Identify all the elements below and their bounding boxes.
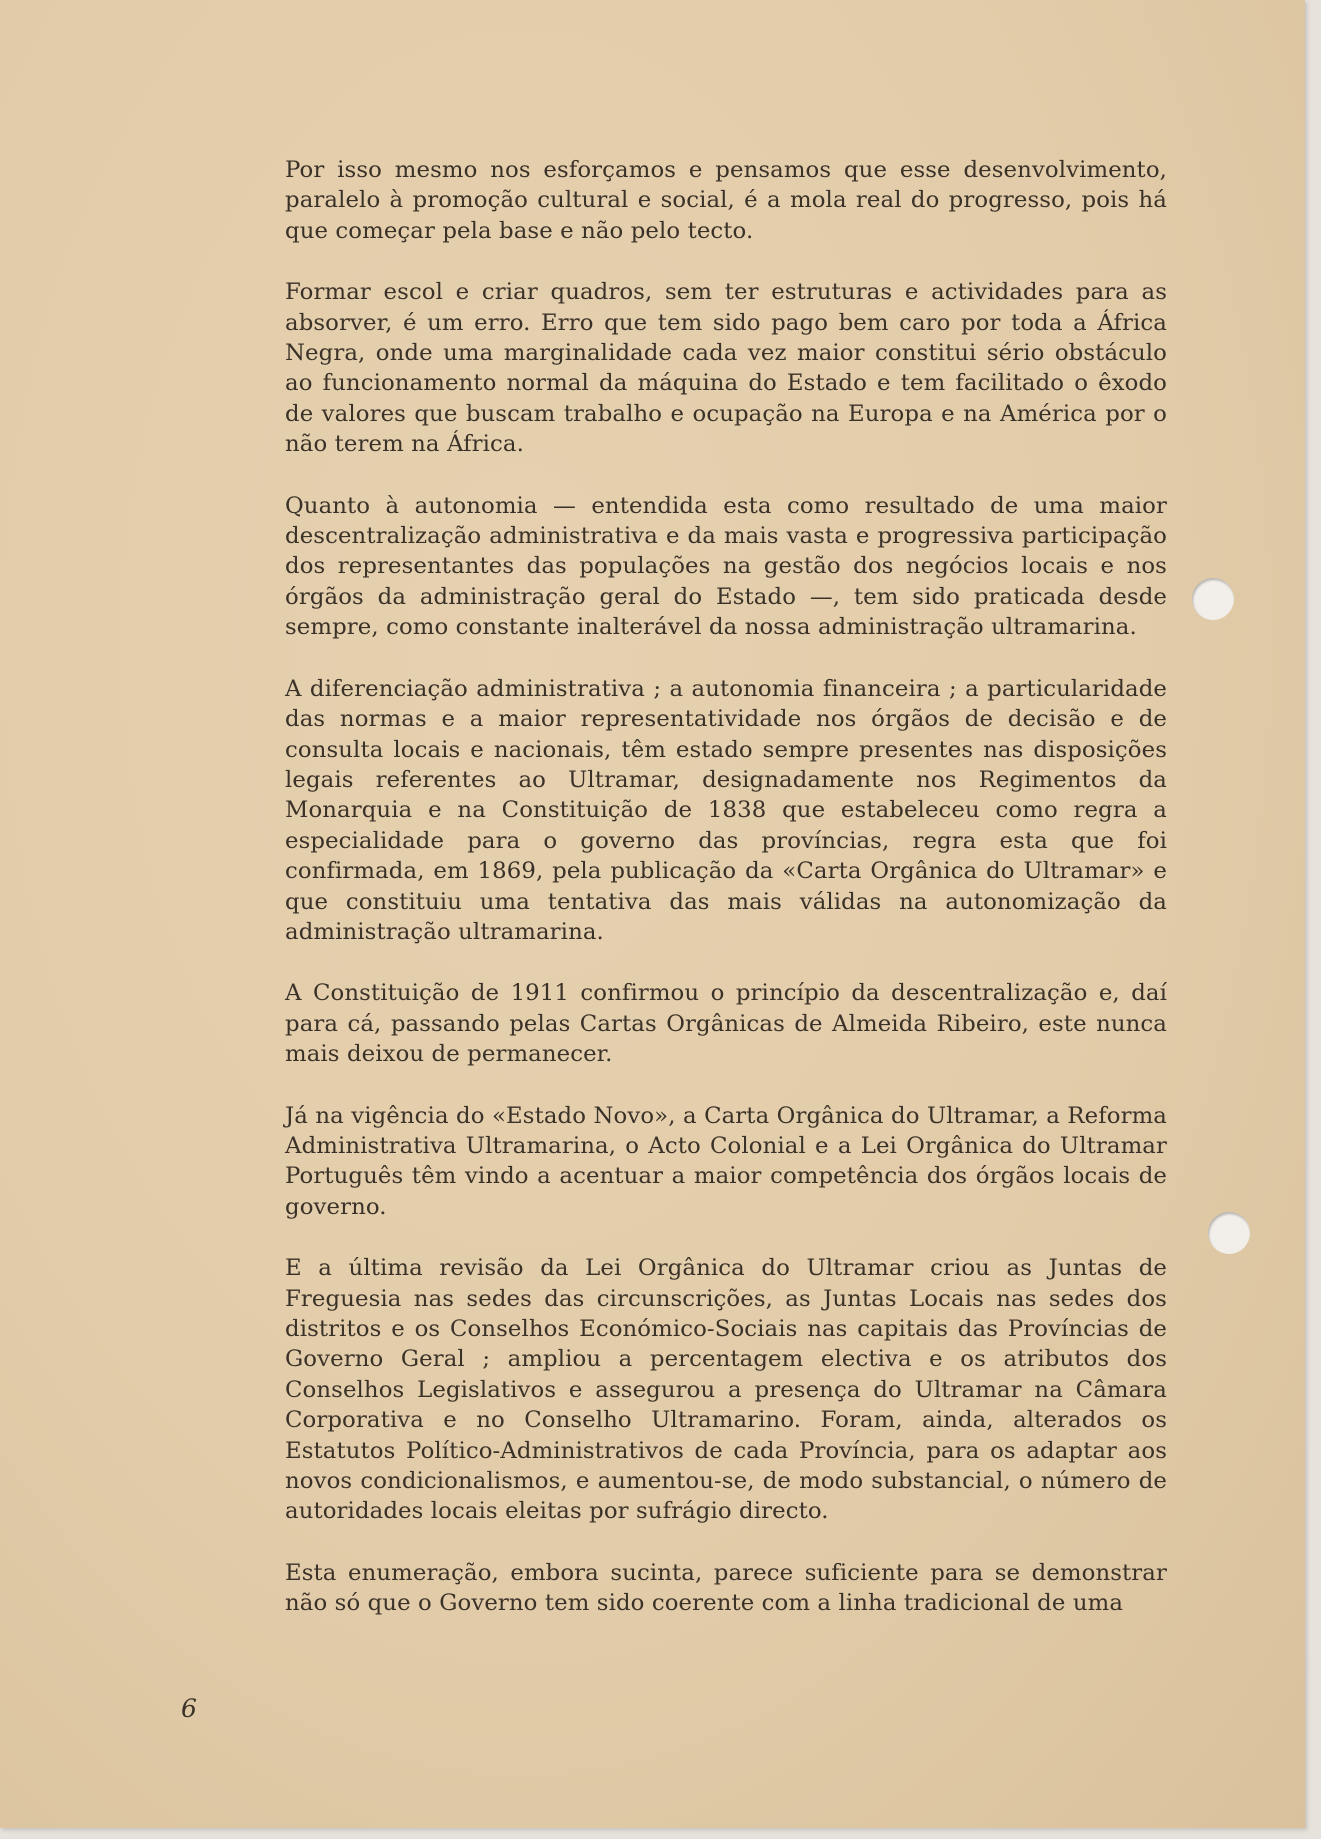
- page-number: 6: [181, 1694, 197, 1723]
- paragraph-8: Esta enumeração, embora sucinta, parece suficiente para se demonstrar não só que o Governo tem sido coerente com a linha tradicional de uma: [285, 1559, 1167, 1617]
- punch-hole-top: [1192, 578, 1234, 620]
- paragraph-3: Quanto à autonomia — entendida esta como resultado de uma maior descentralização administrativa e da mais vasta e progressiva participação dos representantes das populações na gestão dos negócios locais e nos órgãos da administração geral do Estado —, tem sido praticada desde sempre, como constante inalterável da nossa administração ultramarina.: [285, 492, 1167, 641]
- body-text: [285, 155, 1167, 1650]
- paragraph-7: E a última revisão da Lei Orgânica do Ultramar criou as Juntas de Freguesia nas sedes das circunscrições, as Juntas Locais nas sedes dos distritos e os Conselhos Económico-Sociais nas capitais das Províncias de Governo Geral ; ampliou a percentagem electiva e os atributos dos Conselhos Legislativos e assegurou a presença do Ultramar na Câmara Corporativa e no Conselho Ultramarino. Foram, ainda, alterados os Estatutos Político-Administrativos de cada Província, para os adaptar aos novos condicionalismos, e aumentou-se, de modo substancial, o número de autoridades locais eleitas por sufrágio directo.: [285, 1255, 1167, 1525]
- paragraph-6: Já na vigência do «Estado Novo», a Carta Orgânica do Ultramar, a Reforma Administrativa Ultramarina, o Acto Colonial e a Lei Orgânica do Ultramar Português têm vindo a acentuar a maior competência dos órgãos locais de governo.: [285, 1102, 1167, 1220]
- paragraph-1: Por isso mesmo nos esforçamos e pensamos que esse desenvolvimento, paralelo à promoção cultural e social, é a mola real do progresso, pois há que começar pela base e não pelo tecto.: [285, 157, 1167, 244]
- paragraph-4: A diferenciação administrativa ; a autonomia financeira ; a particularidade das normas e a maior representatividade nos órgãos de decisão e de consulta locais e nacionais, têm estado sempre presentes nas disposições legais referentes ao Ultramar, designadamente nos Regimentos da Monarquia e na Constituição de 1838 que estabeleceu como regra a especialidade para o governo das províncias, regra esta que foi confirmada, em 1869, pela publicação da «Carta Orgânica do Ultramar» e que constituiu uma tentativa das mais válidas na autonomização da administração ultramarina.: [285, 675, 1167, 945]
- paragraph-5: A Constituição de 1911 confirmou o princípio da descentralização e, daí para cá, passando pelas Cartas Orgânicas de Almeida Ribeiro, este nunca mais deixou de permanecer.: [285, 980, 1167, 1068]
- paragraph-2: Formar escol e criar quadros, sem ter estruturas e actividades para as absorver, é um erro. Erro que tem sido pago bem caro por toda a África Negra, onde uma marginalidade cada vez maior constitui sério obstáculo ao funcionamento normal da máquina do Estado e tem facilitado o êxodo de valores que buscam trabalho e ocupação na Europa e na América por o não terem na África.: [285, 279, 1167, 458]
- punch-hole-bottom: [1208, 1212, 1250, 1254]
